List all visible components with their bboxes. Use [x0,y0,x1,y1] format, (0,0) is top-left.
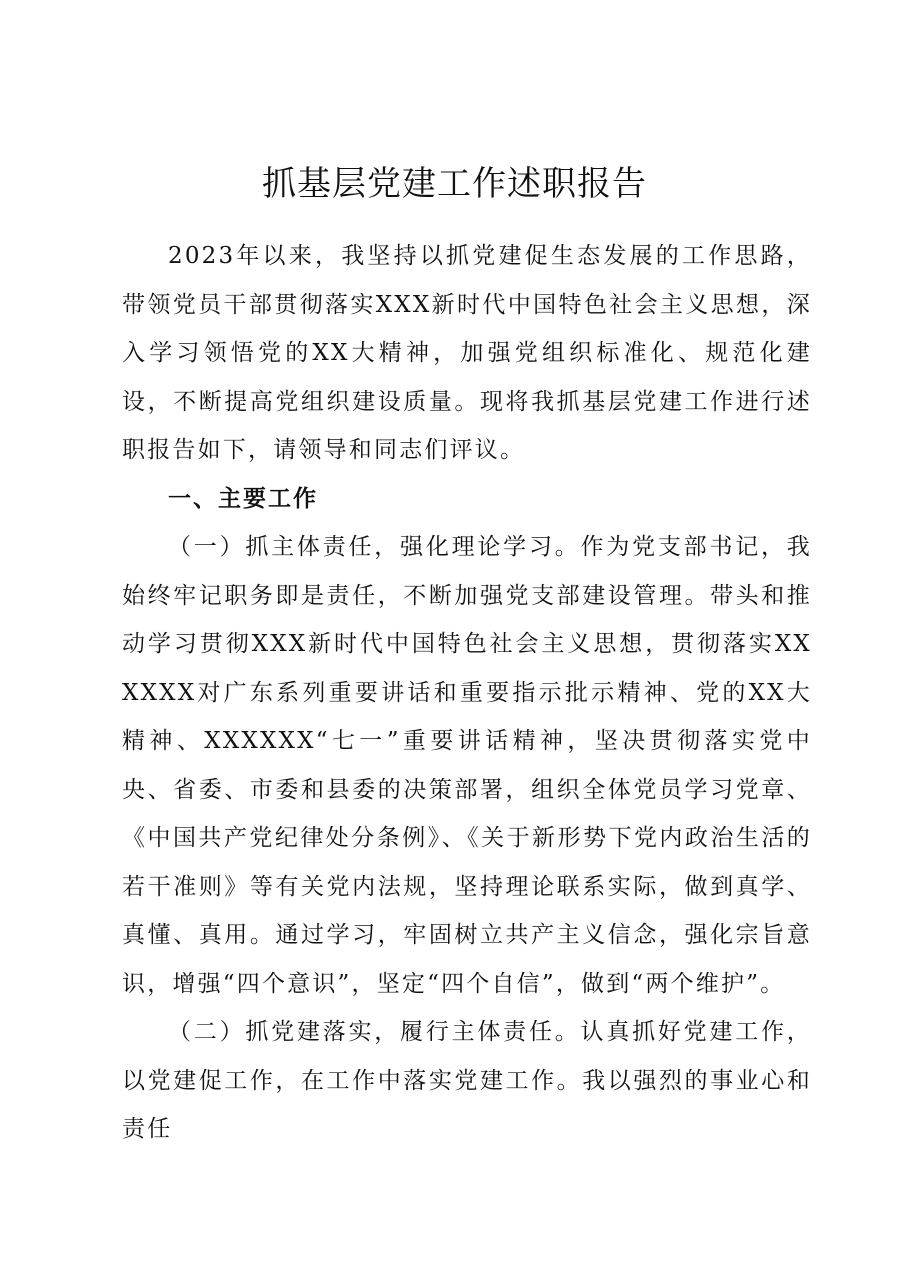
intro-paragraph: 2023年以来，我坚持以抓党建促生态发展的工作思路，带领党员干部贯彻落实XXX新时代中国特色社会主义思想，深入学习领悟党的XX大精神，加强党组织标准化、规范化建设，不断提高党组织建设质量。现将我抓基层党建工作进行述职报告如下，请领导和同志们评议。 [122,243,812,463]
document-body [122,232,812,1154]
section-paragraph-2: （二）抓党建落实，履行主体责任。认真抓好党建工作，以党建促工作，在工作中落实党建工作。我以强烈的事业心和责任 [122,1019,812,1142]
section-paragraph-1: （一）抓主体责任，强化理论学习。作为党支部书记，我始终牢记职务即是责任，不断加强党支部建设管理。带头和推动学习贯彻XXX新时代中国特色社会主义思想，贯彻落实XXXXXX对广东系列重要讲话和重要指示批示精神、党的XX大精神、XXXXXX“七一”重要讲话精神，坚决贯彻落实党中央、省委、市委和县委的决策部署，组织全体党员学习党章、《中国共产党纪律处分条例》、《关于新形势下党内政治生活的若干准则》等有关党内法规，坚持理论联系实际，做到真学、真懂、真用。通过学习，牢固树立共产主义信念，强化宗旨意识，增强“四个意识”，坚定“四个自信”，做到“两个维护”。 [122,534,812,997]
document-title: 抓基层党建工作述职报告 [262,164,647,204]
section-heading-main-work: 一、主要工作 [168,485,318,512]
